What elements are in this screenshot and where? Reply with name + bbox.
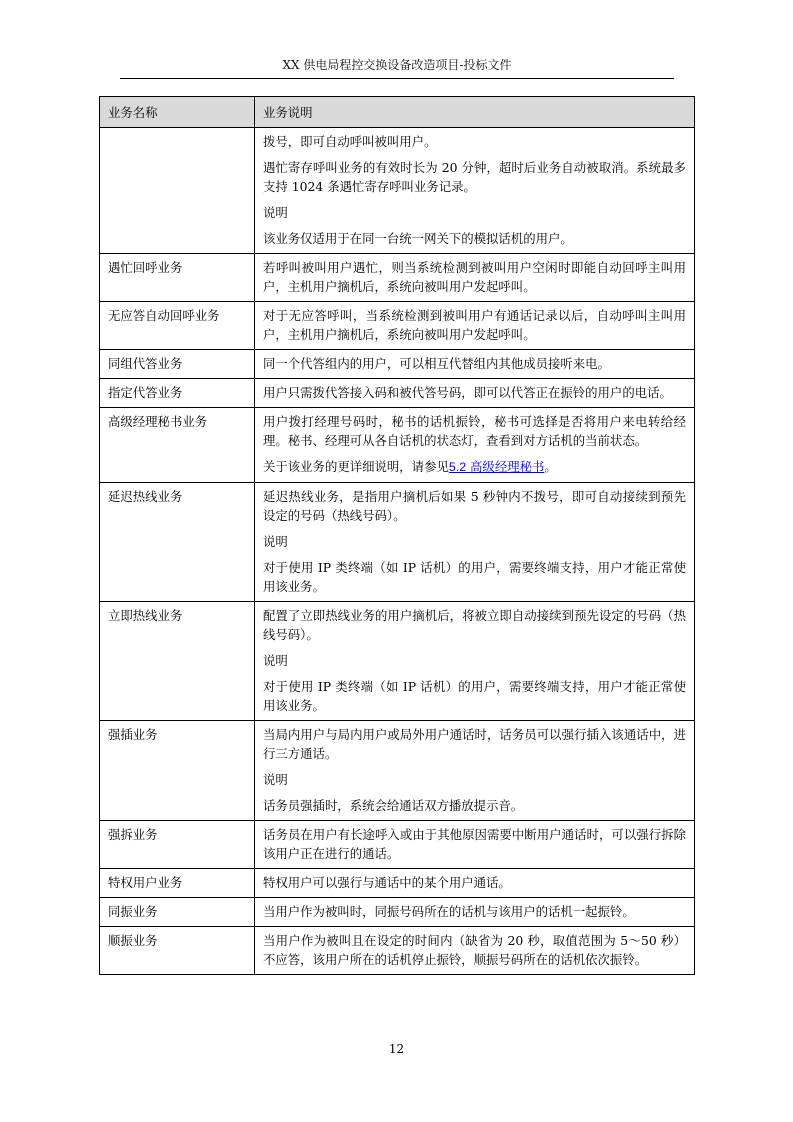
service-description-cell: [255, 379, 695, 408]
table-header-row: [100, 97, 695, 128]
service-description-cell: [255, 483, 695, 602]
description-paragraph: 说明: [263, 534, 288, 549]
service-name-cell: 特权用户业务: [100, 869, 255, 898]
table-row: [100, 483, 695, 602]
service-description-cell: [255, 408, 695, 483]
service-name-cell: 延迟热线业务: [100, 483, 255, 602]
description-paragraph: 当用户作为被叫且在设定的时间内（缺省为 20 秒，取值范围为 5～50 秒）不应答，该用户所在的话机停止振铃，顺振号码所在的话机依次振铃。: [263, 933, 686, 967]
description-paragraph: 对于使用 IP 类终端（如 IP 话机）的用户，需要终端支持，用户才能正常使用该业务。: [263, 560, 686, 594]
service-name-cell: 同组代答业务: [100, 350, 255, 379]
page-number: 12: [388, 1042, 405, 1056]
description-paragraph: 对于无应答呼叫，当系统检测到被叫用户有通话记录以后，自动呼叫主叫用户，主机用户摘机后，系统向被叫用户发起呼叫。: [263, 308, 686, 342]
description-paragraph: 当局内用户与局内用户或局外用户通话时，话务员可以强行插入该通话中，进行三方通话。: [263, 727, 686, 761]
service-description-cell: [255, 128, 695, 254]
description-paragraph: 说明: [263, 772, 288, 787]
table-row: [100, 602, 695, 721]
description-paragraph: 话务员强插时，系统会给通话双方播放提示音。: [263, 798, 524, 813]
column-header-description: 业务说明: [255, 97, 695, 128]
table-row: [100, 254, 695, 302]
service-description-cell: [255, 254, 695, 302]
service-description-cell: [255, 721, 695, 821]
service-table: [99, 96, 695, 975]
service-name-cell: 立即热线业务: [100, 602, 255, 721]
service-description-cell: [255, 869, 695, 898]
service-name-cell: 无应答自动回呼业务: [100, 302, 255, 350]
description-paragraph: 遇忙寄存呼叫业务的有效时长为 20 分钟，超时后业务自动被取消。系统最多支持 1024 条遇忙寄存呼叫业务记录。: [263, 160, 686, 194]
table-row: [100, 927, 695, 975]
description-paragraph: 特权用户可以强行与通话中的某个用户通话。: [263, 875, 511, 890]
description-paragraph: 当用户作为被叫时，同振号码所在的话机与该用户的话机一起振铃。: [263, 904, 635, 919]
description-paragraph: 对于使用 IP 类终端（如 IP 话机）的用户，需要终端支持，用户才能正常使用该业务。: [263, 679, 686, 713]
reference-suffix: 。: [544, 459, 557, 474]
description-paragraph: 用户拨打经理号码时，秘书的话机振铃，秘书可选择是否将用户来电转给经理。秘书、经理可从各自话机的状态灯，查看到对方话机的当前状态。: [263, 414, 686, 448]
service-description-cell: [255, 927, 695, 975]
service-name-cell: 强插业务: [100, 721, 255, 821]
table-row: [100, 869, 695, 898]
reference-prefix: 关于该业务的更详细说明，请参见: [263, 459, 449, 474]
service-description-cell: [255, 898, 695, 927]
reference-paragraph: [263, 457, 686, 477]
table-row: [100, 408, 695, 483]
service-name-cell: 顺振业务: [100, 927, 255, 975]
description-paragraph: 若呼叫被叫用户遇忙，则当系统检测到被叫用户空闲时即能自动回呼主叫用户，主机用户摘机后，系统向被叫用户发起呼叫。: [263, 260, 686, 294]
section-reference-number: 5.2: [448, 460, 467, 474]
table-row: [100, 350, 695, 379]
table-row: [100, 721, 695, 821]
column-header-name: 业务名称: [100, 97, 255, 128]
description-paragraph: 同一个代答组内的用户，可以相互代替组内其他成员接听来电。: [263, 356, 610, 371]
service-description-cell: [255, 821, 695, 869]
service-name-cell: 高级经理秘书业务: [100, 408, 255, 483]
service-name-cell: 指定代答业务: [100, 379, 255, 408]
service-name-cell: 同振业务: [100, 898, 255, 927]
description-paragraph: 话务员在用户有长途呼入或由于其他原因需要中断用户通话时，可以强行拆除该用户正在进行的通话。: [263, 827, 686, 861]
table-row: [100, 128, 695, 254]
table-row: [100, 898, 695, 927]
page-header: XX 供电局程控交换设备改造项目-投标文件: [120, 56, 674, 79]
description-paragraph: 拨号，即可自动呼叫被叫用户。: [263, 134, 437, 149]
table-row: [100, 379, 695, 408]
description-paragraph: 说明: [263, 205, 288, 220]
description-paragraph: 配置了立即热线业务的用户摘机后，将被立即自动接续到预先设定的号码（热线号码）。: [263, 608, 686, 642]
description-paragraph: 延迟热线业务，是指用户摘机后如果 5 秒钟内不拨号，即可自动接续到预先设定的号码（热线号码）。: [263, 489, 686, 523]
description-paragraph: 该业务仅适用于在同一台统一网关下的模拟话机的用户。: [263, 231, 573, 246]
service-description-cell: [255, 302, 695, 350]
section-reference-link[interactable]: [449, 459, 545, 474]
table-row: [100, 302, 695, 350]
section-reference-text: 高级经理秘书: [466, 459, 545, 474]
service-name-cell: [100, 128, 255, 254]
service-description-cell: [255, 350, 695, 379]
service-name-cell: 遇忙回呼业务: [100, 254, 255, 302]
table-row: [100, 821, 695, 869]
service-description-cell: [255, 602, 695, 721]
description-paragraph: 说明: [263, 653, 288, 668]
description-paragraph: 用户只需拨代答接入码和被代答号码，即可以代答正在振铃的用户的电话。: [263, 385, 672, 400]
service-name-cell: 强拆业务: [100, 821, 255, 869]
